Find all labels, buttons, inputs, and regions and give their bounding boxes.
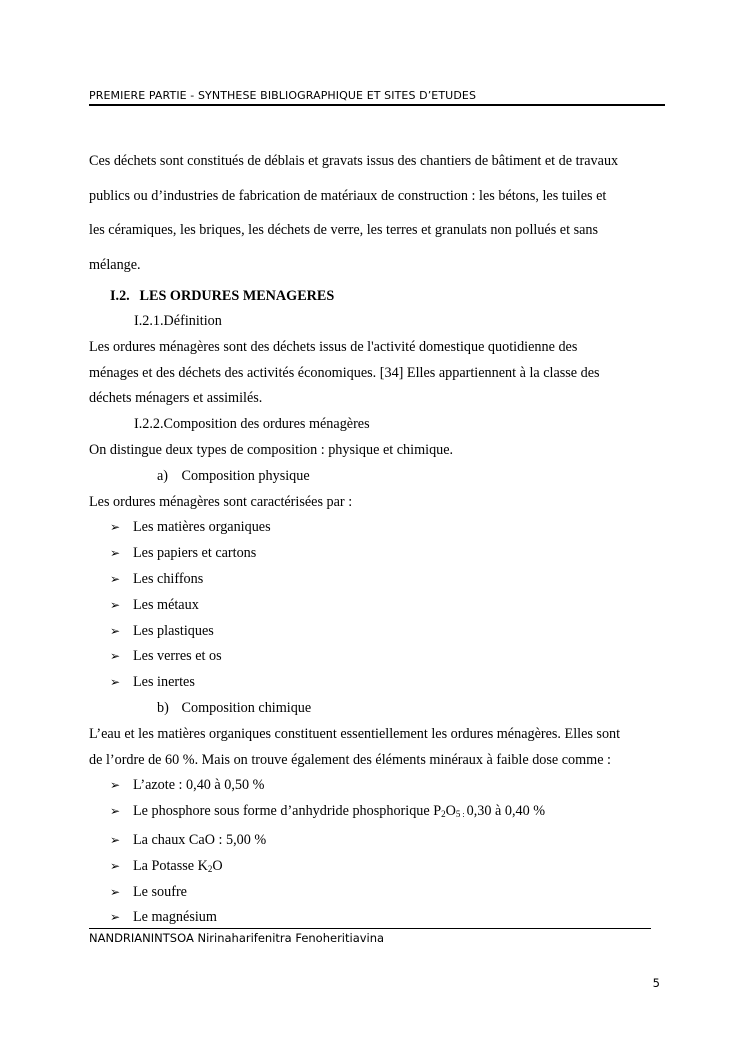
section-heading <box>89 283 655 309</box>
list-item-text: Les chiffons <box>133 570 204 587</box>
arrow-bullet-icon: ➢ <box>110 675 121 690</box>
chimique-heading <box>89 696 655 722</box>
running-header: PREMIERE PARTIE - SYNTHESE BIBLIOGRAPHIQUE ET SITES D’ETUDES <box>89 89 665 106</box>
definition-line: ménages et des déchets des activités économiques. [34] Elles appartiennent à la classe des <box>89 364 600 381</box>
chimique-label: b) <box>157 699 169 716</box>
intro-line: Ces déchets sont constitués de déblais et gravats issus des chantiers de bâtiment et de travaux <box>89 153 619 169</box>
chimique-list <box>89 773 655 931</box>
arrow-bullet-icon: ➢ <box>110 804 121 819</box>
phosphore-value: 0,30 à 0,40 % <box>466 803 546 820</box>
list-item <box>89 670 655 696</box>
arrow-bullet-icon: ➢ <box>110 910 121 925</box>
composition-heading: I.2.2.Composition des ordures ménagères <box>134 416 370 433</box>
footer-divider <box>89 928 651 929</box>
arrow-bullet-icon: ➢ <box>110 832 121 847</box>
page-body <box>89 144 655 931</box>
intro-paragraph <box>89 144 655 282</box>
arrow-bullet-icon: ➢ <box>110 858 121 873</box>
physique-list <box>89 515 655 696</box>
separator: : <box>460 810 467 820</box>
definition-line: déchets ménagers et assimilés. <box>89 390 263 407</box>
arrow-bullet-icon: ➢ <box>110 571 121 586</box>
arrow-bullet-icon: ➢ <box>110 520 121 535</box>
list-item-text: Les verres et os <box>133 648 222 665</box>
subscript: 2 <box>207 863 213 874</box>
arrow-bullet-icon: ➢ <box>110 597 121 612</box>
list-item <box>89 880 655 906</box>
list-item-text: Le magnésium <box>133 909 217 926</box>
list-item <box>89 799 655 828</box>
list-item <box>89 541 655 567</box>
composition-intro: On distingue deux types de composition : physique et chimique. <box>89 441 454 458</box>
physique-heading <box>89 464 655 490</box>
subscript: 5 <box>455 809 461 820</box>
chimique-paragraph <box>89 722 655 774</box>
physique-label: a) <box>157 467 169 484</box>
physique-intro: Les ordures ménagères sont caractérisées par : <box>89 493 353 510</box>
section-title: LES ORDURES MENAGERES <box>139 288 335 304</box>
list-item-text: L’azote : 0,40 à 0,50 % <box>133 777 265 794</box>
intro-line: publics ou d’industries de fabrication de matériaux de construction : les bétons, les tuiles et <box>89 187 607 204</box>
chimique-line: de l’ordre de 60 %. Mais on trouve également des éléments minéraux à faible dose comme : <box>89 751 612 768</box>
footer-author: NANDRIANINTSOA Nirinaharifenitra Fenoheritiavina <box>89 931 385 945</box>
list-item-text: La chaux CaO : 5,00 % <box>133 831 267 848</box>
list-item <box>89 828 655 854</box>
intro-line: mélange. <box>89 256 141 273</box>
list-item <box>89 593 655 619</box>
list-item-text <box>133 803 545 819</box>
list-item-text <box>133 858 223 874</box>
definition-heading: I.2.1.Définition <box>134 313 222 329</box>
chimique-title: Composition chimique <box>181 699 312 716</box>
subscript: 2 <box>441 809 446 820</box>
page-number: 5 <box>652 976 660 990</box>
chimique-line: L’eau et les matières organiques constituent essentiellement les ordures ménagères. Elles sont <box>89 725 621 742</box>
phosphore-text: Le phosphore sous forme d’anhydride phosphorique P <box>133 803 442 820</box>
list-item <box>89 619 655 645</box>
definition-line: Les ordures ménagères sont des déchets issus de l'activité domestique quotidienne des <box>89 338 578 355</box>
list-item <box>89 567 655 593</box>
list-item-text: Les papiers et cartons <box>133 545 257 562</box>
list-item-text: Les plastiques <box>133 622 214 639</box>
arrow-bullet-icon: ➢ <box>110 623 121 638</box>
definition-paragraph <box>89 335 655 412</box>
list-item <box>89 644 655 670</box>
list-item <box>89 773 655 799</box>
arrow-bullet-icon: ➢ <box>110 546 121 561</box>
list-item <box>89 854 655 880</box>
list-item-text: Les matières organiques <box>133 519 271 536</box>
section-number: I.2. <box>110 288 130 304</box>
intro-line: les céramiques, les briques, les déchets de verre, les terres et granulats non pollués et sans <box>89 222 599 238</box>
list-item <box>89 515 655 541</box>
potasse-formula: O <box>212 857 223 874</box>
potasse-text: La Potasse K <box>133 857 208 874</box>
list-item-text: Les métaux <box>133 596 199 613</box>
phosphore-formula: O <box>445 803 456 820</box>
arrow-bullet-icon: ➢ <box>110 649 121 664</box>
arrow-bullet-icon: ➢ <box>110 778 121 793</box>
arrow-bullet-icon: ➢ <box>110 884 121 899</box>
list-item-text: Les inertes <box>133 674 195 691</box>
physique-title: Composition physique <box>181 467 310 484</box>
list-item-text: Le soufre <box>133 883 187 900</box>
